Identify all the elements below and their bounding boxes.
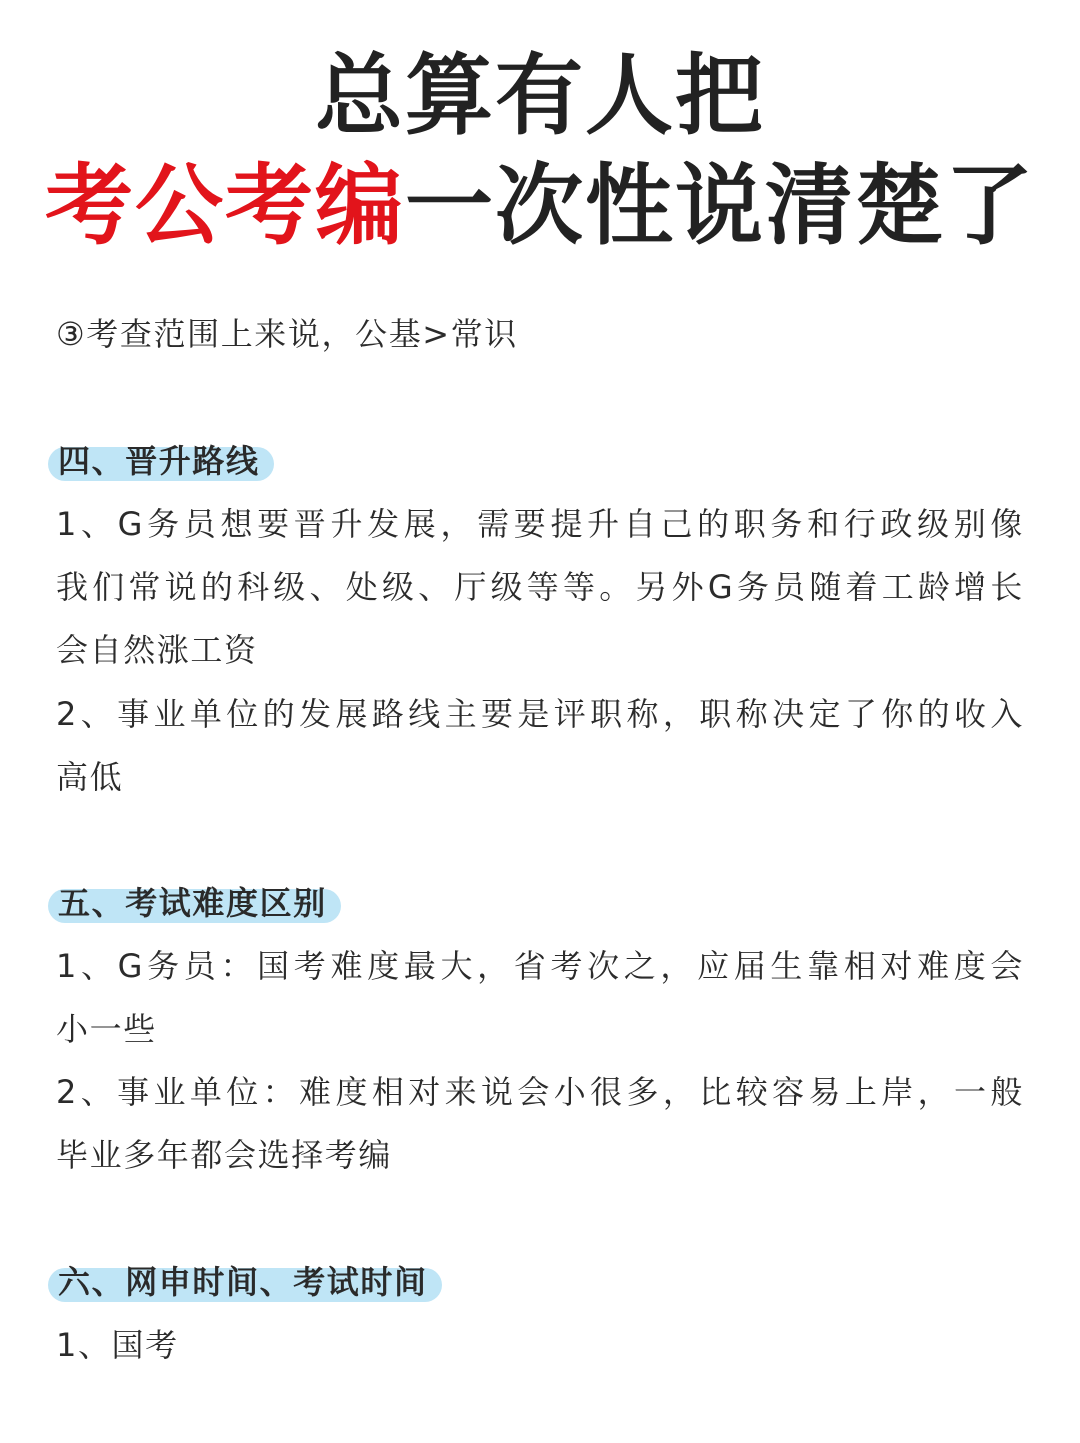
paragraph-line: 1、G务员想要晋升发展，需要提升自己的职务和行政级别像 [56, 505, 1024, 543]
paragraph-line: 我们常说的科级、处级、厅级等等。另外G务员随着工龄增长 [56, 568, 1024, 606]
paragraph-line: 1、国考 [56, 1326, 179, 1364]
section-heading-text: 四、晋升路线 [58, 442, 260, 480]
title-line-2 [0, 156, 1080, 256]
paragraph-line: 2、事业单位的发展路线主要是评职称，职称决定了你的收入 [56, 695, 1024, 733]
paragraph-line: 毕业多年都会选择考编 [56, 1136, 393, 1174]
section-heading-text: 六、网申时间、考试时间 [58, 1263, 428, 1301]
title-highlight-red: 考公考编 [44, 154, 405, 257]
section-heading-text: 五、考试难度区别 [58, 884, 327, 922]
intro-line: ③考查范围上来说，公基>常识 [56, 315, 518, 353]
section-heading-schedule [48, 1262, 438, 1302]
section-heading-difficulty [48, 883, 337, 923]
paragraph-line: 会自然涨工资 [56, 631, 258, 669]
paragraph-line: 2、事业单位：难度相对来说会小很多，比较容易上岸，一般 [56, 1073, 1024, 1111]
section-heading-promotion [48, 441, 270, 481]
paragraph-line: 小一些 [56, 1010, 157, 1048]
title-line-1: 总算有人把 [314, 44, 765, 147]
title-line-2-rest: 一次性说清楚了 [405, 154, 1036, 257]
paragraph-line: 1、G务员：国考难度最大，省考次之，应届生靠相对难度会 [56, 947, 1024, 985]
paragraph-line: 高低 [56, 758, 124, 796]
